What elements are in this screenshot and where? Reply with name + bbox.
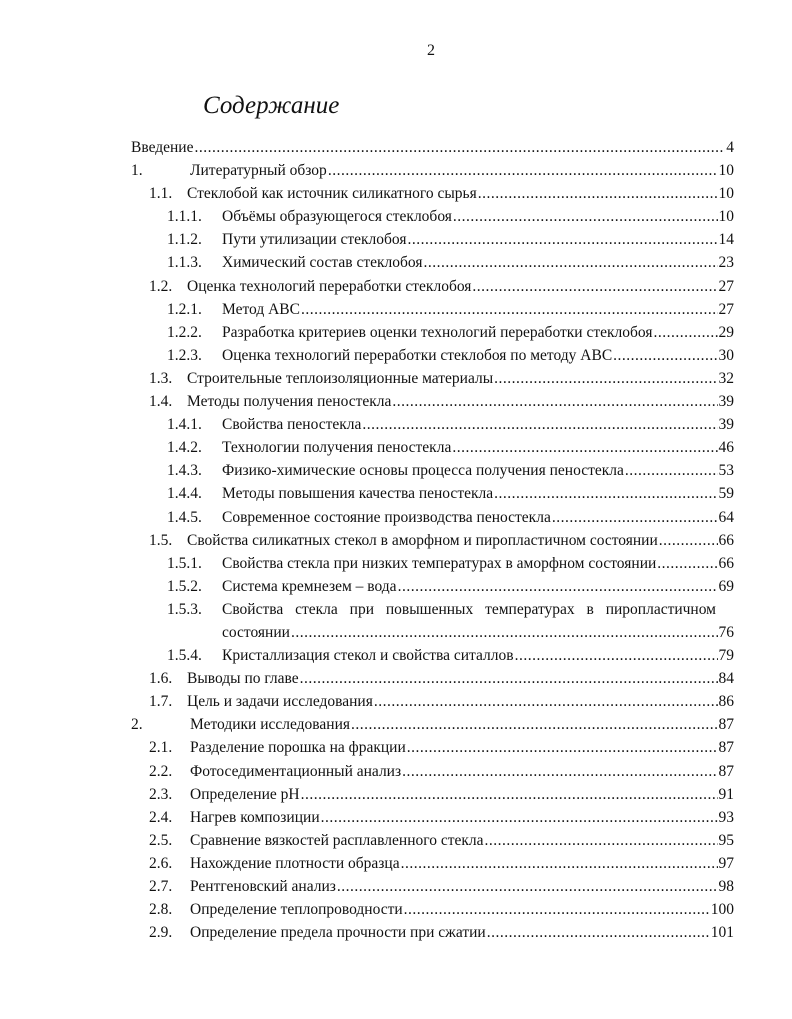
dot-leader — [398, 575, 718, 598]
toc-entry-number: 1.4.3. — [167, 462, 202, 480]
toc-entry-page: 84 — [718, 670, 734, 688]
toc-entry — [131, 852, 734, 875]
toc-entry-number: 1.2.2. — [167, 323, 202, 341]
toc-entry — [131, 182, 734, 205]
toc-entry-number: 2.2. — [149, 762, 173, 780]
toc-entry-page: 10 — [718, 208, 734, 226]
toc-entry-page: 87 — [718, 762, 734, 780]
toc-entry-title: Свойства силикатных стекол в аморфном и пиропластичном состоянии — [187, 531, 658, 549]
dot-leader — [653, 321, 717, 344]
dot-leader — [404, 898, 710, 921]
toc-entry-title: Разделение порошка на фракции — [190, 739, 406, 757]
toc-entry-title: Система кремнезем – вода — [222, 577, 397, 595]
dot-leader — [362, 413, 717, 436]
page-number: 2 — [427, 42, 435, 59]
toc-entry-number: 1.4.5. — [167, 508, 202, 526]
toc-entry — [131, 529, 734, 552]
toc-entry-title: Кристаллизация стекол и свойства ситаллов — [222, 647, 514, 665]
dot-leader — [659, 529, 718, 552]
toc-entry — [131, 390, 734, 413]
toc-entry — [131, 436, 734, 459]
toc-entry — [131, 344, 734, 367]
toc-entry — [131, 713, 734, 736]
toc-entry-number: 2.7. — [149, 878, 173, 895]
toc-entry-page: 23 — [718, 254, 734, 272]
dot-leader — [657, 552, 717, 575]
toc-entry-title: Литературный обзор — [190, 162, 327, 180]
toc-entry — [131, 367, 734, 390]
toc-entry-page: 95 — [718, 831, 734, 849]
dot-leader — [301, 298, 718, 321]
dot-leader — [301, 783, 718, 806]
toc-entry — [131, 228, 734, 251]
toc-entry-number: 1.4. — [149, 393, 173, 411]
toc-entry-title: Строительные теплоизоляционные материалы — [187, 369, 494, 387]
toc-entry-title: Метод АВС — [222, 300, 300, 318]
toc-entry-page: 27 — [718, 277, 734, 295]
toc-entry-title: Оценка технологий переработки стеклобоя — [187, 277, 472, 295]
toc-entry-number: 2.4. — [149, 808, 173, 826]
toc-entry-number: 1.5.4. — [167, 647, 202, 665]
toc-entry-number: 2.8. — [149, 901, 173, 919]
toc-entry — [131, 921, 734, 944]
toc-entry-number: 1.1.3. — [167, 254, 202, 272]
toc-entry-page: 27 — [718, 300, 734, 318]
toc-entry-number: 2.5. — [149, 831, 173, 849]
toc-entry-number: 2.6. — [149, 854, 173, 872]
toc-entry-number: 1. — [131, 162, 143, 180]
dot-leader — [472, 275, 717, 298]
toc-entry — [131, 251, 734, 274]
toc-entry-number: 2.9. — [149, 924, 173, 942]
toc-entry-page: 64 — [718, 508, 734, 526]
dot-leader — [625, 459, 718, 482]
toc-entry-title: Стеклобой как источник силикатного сырья — [187, 185, 477, 203]
toc-entry-title: Химический состав стеклобоя — [222, 254, 423, 272]
toc-entry — [131, 552, 734, 575]
toc-entry-title: Объёмы образующегося стеклобоя — [222, 208, 452, 226]
toc-entry-title: Определение pH — [190, 785, 300, 803]
toc-entry-title: Методы получения пеностекла — [187, 393, 392, 411]
toc-entry-page: 69 — [718, 577, 734, 595]
toc-entry-page: 32 — [718, 369, 734, 387]
toc-entry-page: 97 — [718, 854, 734, 872]
dot-leader — [407, 736, 718, 759]
toc-entry-number: 1.5.2. — [167, 577, 202, 595]
toc-entry-title: Введение — [131, 139, 194, 156]
toc-entry-title: Свойства стекла при повышенных температурах в пиропластичном — [222, 600, 716, 618]
toc-entry-page: 59 — [718, 485, 734, 503]
toc-entry-continuation — [131, 621, 734, 644]
toc-entry — [131, 644, 734, 667]
toc-entry-number: 1.4.2. — [167, 439, 202, 457]
toc-entry-title: Методики исследования — [190, 716, 351, 734]
toc-entry-page: 29 — [718, 323, 734, 341]
dot-leader — [452, 436, 717, 459]
toc-entry — [131, 760, 734, 783]
dot-leader — [321, 806, 718, 829]
toc-entry-title: Фотоседиментационный анализ — [190, 762, 402, 780]
toc-entry — [131, 783, 734, 806]
toc-entry-number: 1.2.1. — [167, 300, 202, 318]
toc-entry-number: 1.7. — [149, 693, 173, 711]
toc-entry-page: 91 — [718, 785, 734, 803]
toc-entry-title: Выводы по главе — [187, 670, 299, 688]
toc-entry-title-continued: состоянии — [222, 623, 290, 641]
dot-leader — [515, 644, 718, 667]
toc-entry-page: 10 — [718, 162, 734, 180]
toc-entry-page: 14 — [718, 231, 734, 249]
dot-leader — [401, 852, 718, 875]
dot-leader — [494, 367, 717, 390]
toc-entry-number: 1.5. — [149, 531, 173, 549]
toc-entry — [131, 413, 734, 436]
dot-leader — [453, 205, 718, 228]
toc-entry-page: 100 — [710, 901, 734, 919]
toc-entry-title: Современное состояние производства пеностекла — [222, 508, 551, 526]
toc-entry-page: 39 — [718, 393, 734, 411]
dot-leader — [392, 390, 717, 413]
toc-entry-page: 4 — [726, 139, 734, 156]
toc-entry — [131, 136, 734, 159]
dot-leader — [351, 713, 717, 736]
toc-entry-title: Оценка технологий переработки стеклобоя по методу АВС — [222, 346, 613, 364]
toc-entry — [131, 459, 734, 482]
dot-leader — [374, 690, 718, 713]
toc-entry — [131, 690, 734, 713]
toc-entry — [131, 298, 734, 321]
toc-entry-page: 87 — [718, 716, 734, 734]
dot-leader — [478, 182, 718, 205]
toc-entry-page: 79 — [718, 647, 734, 665]
toc-entry-title: Определение теплопроводности — [190, 901, 403, 919]
dot-leader — [402, 760, 717, 783]
toc-entry-number: 1.5.1. — [167, 554, 202, 572]
toc-entry-title: Определение предела прочности при сжатии — [190, 924, 486, 942]
toc-entry-number: 2.3. — [149, 785, 173, 803]
dot-leader — [328, 159, 718, 182]
dot-leader — [423, 251, 717, 274]
toc-entry-number: 1.1.2. — [167, 231, 202, 249]
toc-entry — [131, 275, 734, 298]
toc-entry-page: 66 — [718, 554, 734, 572]
dot-leader — [485, 829, 718, 852]
toc-entry-page: 53 — [718, 462, 734, 480]
toc-entry — [131, 598, 734, 621]
page-title: Содержание — [203, 92, 340, 119]
toc-entry-number: 1.2. — [149, 277, 173, 295]
toc-entry-number: 1.1. — [149, 185, 173, 203]
toc-entry-page: 66 — [718, 531, 734, 549]
toc-entry-page: 39 — [718, 416, 734, 434]
toc-entry — [131, 736, 734, 759]
toc-entry-number: 1.4.1. — [167, 416, 202, 434]
toc-entry-number: 2. — [131, 716, 143, 734]
toc-entry-title: Нагрев композиции — [190, 808, 320, 826]
toc-entry-title: Методы повышения качества пеностекла — [222, 485, 494, 503]
toc-entry-title: Свойства стекла при низких температурах в аморфном состоянии — [222, 554, 657, 572]
toc-entry-title: Разработка критериев оценки технологий переработки стеклобоя — [222, 323, 653, 341]
toc-entry — [131, 898, 734, 921]
toc-entry-title: Пути утилизации стеклобоя — [222, 231, 407, 249]
toc-entry-page: 30 — [718, 346, 734, 364]
toc-entry-number: 1.5.3. — [167, 600, 202, 618]
toc-entry — [131, 482, 734, 505]
toc-entry — [131, 159, 734, 182]
dot-leader — [613, 344, 717, 367]
toc-entry-page: 76 — [718, 623, 734, 641]
dot-leader — [408, 228, 718, 251]
toc-entry-number: 1.4.4. — [167, 485, 202, 503]
toc-entry — [131, 829, 734, 852]
toc-entry-number: 1.1.1. — [167, 208, 202, 226]
toc-entry-page: 10 — [718, 185, 734, 203]
toc-entry-title: Технологии получения пеностекла — [222, 439, 452, 457]
dot-leader — [337, 875, 718, 898]
toc-entry-page: 93 — [718, 808, 734, 826]
toc-entry-title: Цель и задачи исследования — [187, 693, 373, 711]
dot-leader — [494, 482, 717, 505]
toc-entry-number: 1.3. — [149, 369, 173, 387]
toc-entry-title: Сравнение вязкостей расплавленного стекла — [190, 831, 484, 849]
dot-leader — [300, 667, 718, 690]
toc-entry-page: 101 — [710, 924, 734, 942]
toc-entry-number: 1.2.3. — [167, 346, 202, 364]
toc-entry-title: Рентгеновский анализ — [190, 878, 336, 895]
dot-leader — [487, 921, 710, 944]
toc-entry — [131, 321, 734, 344]
dot-leader — [194, 136, 725, 159]
table-of-contents — [131, 136, 734, 944]
toc-entry-page: 98 — [718, 878, 734, 895]
toc-entry-title: Нахождение плотности образца — [190, 854, 400, 872]
toc-entry-page: 87 — [718, 739, 734, 757]
toc-entry — [131, 575, 734, 598]
toc-entry — [131, 205, 734, 228]
dot-leader — [291, 621, 718, 644]
toc-entry-page: 46 — [718, 439, 734, 457]
dot-leader — [552, 506, 718, 529]
toc-entry-page: 86 — [718, 693, 734, 711]
toc-entry-number: 1.6. — [149, 670, 173, 688]
toc-entry — [131, 806, 734, 829]
toc-entry-title: Свойства пеностекла — [222, 416, 362, 434]
toc-entry — [131, 875, 734, 898]
toc-entry-number: 2.1. — [149, 739, 173, 757]
toc-entry — [131, 667, 734, 690]
toc-entry — [131, 506, 734, 529]
toc-entry-title: Физико-химические основы процесса получения пеностекла — [222, 462, 624, 480]
